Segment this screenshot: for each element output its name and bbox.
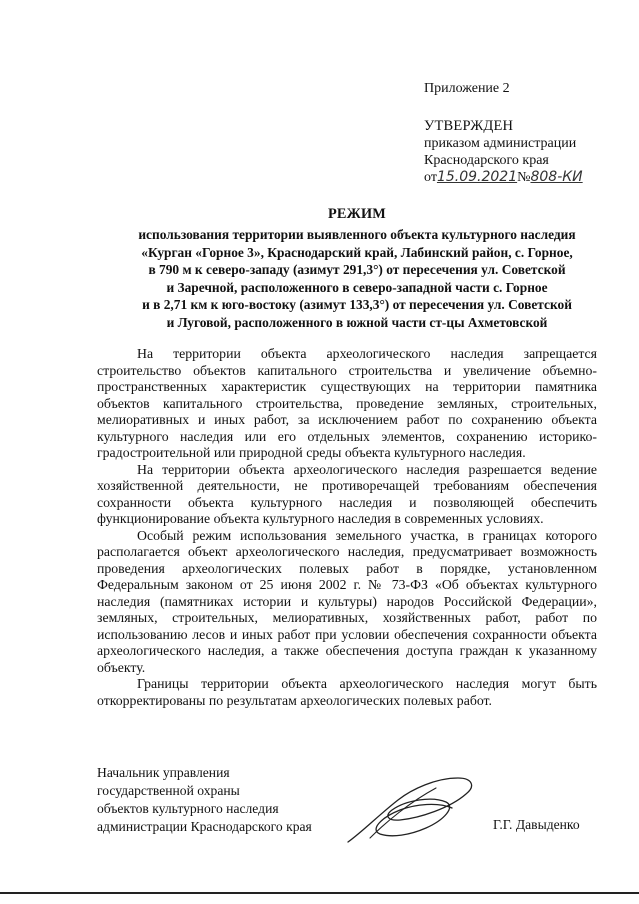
subtitle-line: использования территории выявленного объекта культурного наследия (138, 227, 576, 242)
position-line: Начальник управления (97, 765, 230, 780)
signatory-position (97, 764, 312, 836)
scan-bottom-edge (0, 892, 639, 894)
body-paragraph: На территории объекта археологического наследия разрешается ведение хозяйственной деятельности, не противоречащей требованиям обеспечения сохранности объекта культурного наследия и позволяющей обеспечить функционирование объекта культурного наследия в современных условиях. (97, 461, 597, 526)
document-title: РЕЖИМ (327, 206, 387, 222)
handwritten-signature (340, 772, 480, 850)
subtitle-line: и Луговой, расположенного в южной части ст-цы Ахметовской (166, 314, 548, 330)
position-line: администрации Краснодарского края (97, 819, 312, 834)
approval-line-2: Краснодарского края (424, 153, 549, 168)
order-number-sign: № (517, 170, 531, 185)
appendix-label: Приложение 2 (424, 81, 510, 96)
order-reference (424, 169, 583, 186)
approval-heading: УТВЕРЖДЕН (424, 118, 514, 134)
subtitle-line: «Курган «Горное 3», Краснодарский край, Лабинский район, с. Горное, (141, 244, 573, 260)
signatory-name: Г.Г. Давыденко (493, 817, 580, 832)
position-line: государственной охраны (97, 783, 240, 798)
subtitle-line: в 790 м к северо-западу (азимут 291,3°) от пересечения ул. Советской (148, 262, 566, 278)
document-subtitle (92, 226, 622, 332)
order-number: 808-КИ (530, 169, 583, 185)
order-date: 15.09.2021 (436, 169, 518, 185)
subtitle-line: и Заречной, расположенного в северо-западной части с. Горное (166, 279, 548, 295)
order-prefix: от (424, 170, 437, 185)
body-paragraph: Границы территории объекта археологического наследия могут быть откорректированы по результатам археологических полевых работ. (97, 676, 597, 708)
approval-line-1: приказом администрации (424, 136, 577, 151)
document-body (97, 346, 597, 709)
body-paragraph: На территории объекта археологического наследия запрещается строительство объектов капитального строительства и увеличение объемно-пространственных характеристик существующих на территории памятника объектов капитального строительства, проведение земляных, строительных, мелиоративных и иных работ, за исключением работ по сохранению объекта культурного наследия или его отдельных элементов, сохранению историко-градостроительной или природной среды объекта культурного наследия. (97, 346, 597, 460)
body-paragraph: Особый режим использования земельного участка, в границах которого располагается объект археологического наследия, предусматривает возможность проведения археологических полевых работ в порядке, установленном Федеральным законом от 25 июня 2002 г. № 73-ФЗ «Об объектах культурного наследия (памятниках истории и культуры) народов Российской Федерации», земляных, строительных, мелиоративных, хозяйственных работ, работ по использованию лесов и иных работ при условии обеспечения сохранности объекта археологического наследия, а также обеспечения доступа граждан к указанному объекту. (97, 527, 597, 675)
position-line: объектов культурного наследия (97, 801, 279, 816)
approval-block (424, 118, 583, 186)
subtitle-line: и в 2,71 км к юго-востоку (азимут 133,3°) от пересечения ул. Советской (142, 297, 572, 313)
